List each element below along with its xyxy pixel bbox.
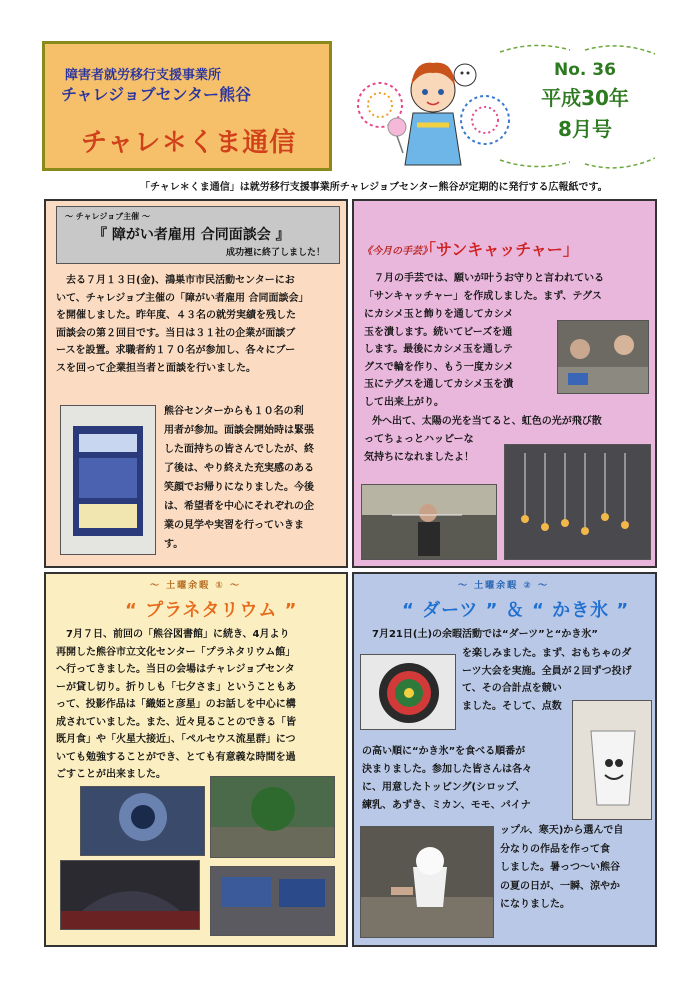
article-job-fair-kicker: ～ チャレジョブ主催 ～	[65, 212, 150, 221]
article-suncatcher-body-2: にカシメ玉と飾りを通してカシメ 玉を潰します。続いてビーズを通 します。最後にカシメ玉を通しテ グスで輪を作り、もう一度カシメ 玉にテグスを通してカシメ玉を潰 して出来上がり。	[364, 309, 514, 408]
article-job-fair-body: 去る７月１３日(金)、鴻巣市市民活動センターにお いて、チャレジョブ主催の「障がい者雇用 合同面談会」 を開催しました。昨年度、４３名の就労実績を残した 面談会の第２回目です。当日は３１社の企業が面談ブ ースを設置。求職者約１７０名が参加し、各々にブー スを回って企業担当者と面談を行いました。	[56, 275, 309, 374]
article-darts-body-2: を楽しみました。まず、おもちゃのダ ーツ大会を実施。全員が２回ずつ投げ て、その合計点を競い ました。そして、点数	[462, 648, 632, 712]
article-suncatcher-kicker: 《今月の手芸》	[362, 246, 432, 257]
article-job-fair-title: 『 障がい者雇用 合同面談会 』	[93, 227, 290, 243]
article-darts-body-4: ップル、寒天)から選んで自 分なりの作品を作って食 しました。暑っつ～い熊谷 の夏の日が、一瞬、涼やか になりました。	[500, 825, 624, 910]
kakigori-cup-photo	[572, 700, 652, 820]
issue-info	[520, 60, 650, 142]
newsletter-title: チャレ＊くま通信	[81, 128, 297, 158]
mascot-illustration	[345, 45, 515, 175]
planetarium-projector-photo	[80, 786, 205, 856]
planetarium-dome-photo	[60, 860, 200, 930]
kakigori-serving-photo	[360, 826, 494, 938]
masthead	[42, 41, 332, 171]
article-suncatcher-body-4: ってちょっとハッピーな 気持ちになれましたよ！	[364, 434, 474, 463]
article-suncatcher-body: ７月の手芸では、願いが叶うお守りと言われている 「サンキャッチャー」を作成しました。まず、テグス	[364, 273, 604, 302]
issue-month: 8月号	[558, 117, 612, 141]
suncatcher-outdoor-photo	[361, 484, 497, 560]
article-darts-body: 7月21日(土)の余暇活動では“ダーツ”と“かき氷”	[372, 629, 598, 640]
suncatcher-products-photo	[504, 444, 651, 560]
article-job-fair-heading	[56, 206, 340, 264]
article-planetarium-title: “ プラネタリウム ”	[125, 600, 298, 621]
article-suncatcher-body-3: 外へ出て、太陽の光を当てると、虹色の光が飛び散	[372, 416, 602, 427]
planetarium-exhibit-photo	[210, 866, 335, 936]
article-planetarium-body: 7月７日、前回の「熊谷図書館」に続き、4月より 再開した熊谷市立文化センター「プラネタリウム館」 へ行ってきました。当日の会場はチャレジョブセンタ ーが貸し切り。折りしも「七夕さま」ということもあ って、投影作品は「織姫と彦星」のお話しを中心に構 成されていました。また、近々見ることのできる「皆 既月食」や「火星大接近」、「ペルセウス流星群」につ いても勉強することができ、とても有意義な時間を過 ごすことが出来ました。	[56, 629, 296, 780]
article-job-fair-caption: 成功裡に終了しました！	[225, 248, 325, 258]
article-darts-body-3: の高い順に“かき氷”を食べる順番が 決まりました。参加した皆さんは各々 に、用意したトッピング(シロップ、 練乳、あずき、ミカン、モモ、パイナ	[362, 746, 532, 811]
tagline: 「チャレ＊くま通信」は就労移行支援事業所チャレジョブセンター熊谷が定期的に発行する広報紙です。	[140, 182, 608, 193]
article-job-fair-body-2: 熊谷センターからも１０名の利 用者が参加。面談会開始時は緊張 した面持ちの皆さんでしたが、終 了後は、やり終えた充実感のある 笑顔でお帰りになりました。今後 は、希望者を中心にそれぞれの企 業の見学や実習を行っていきま す。	[164, 406, 314, 550]
article-suncatcher-title: 「サンキャッチャー」	[420, 240, 579, 259]
issue-year: 平成30年	[541, 86, 629, 110]
suncatcher-workshop-photo	[557, 320, 649, 394]
article-planetarium-kicker: ～ 土曜余暇 ① ～	[150, 581, 242, 591]
office-type: 障害者就労移行支援事業所	[65, 68, 222, 83]
issue-number: No. 36	[554, 60, 616, 80]
article-darts-kicker: ～ 土曜余暇 ② ～	[458, 581, 550, 591]
planetarium-lobby-photo	[210, 776, 335, 858]
center-name: チャレジョブセンター熊谷	[61, 85, 252, 104]
job-fair-poster-photo	[60, 405, 156, 555]
dartboard-photo	[360, 654, 456, 730]
article-darts-title: “ ダーツ ” ＆ “ かき氷 ”	[402, 600, 630, 621]
